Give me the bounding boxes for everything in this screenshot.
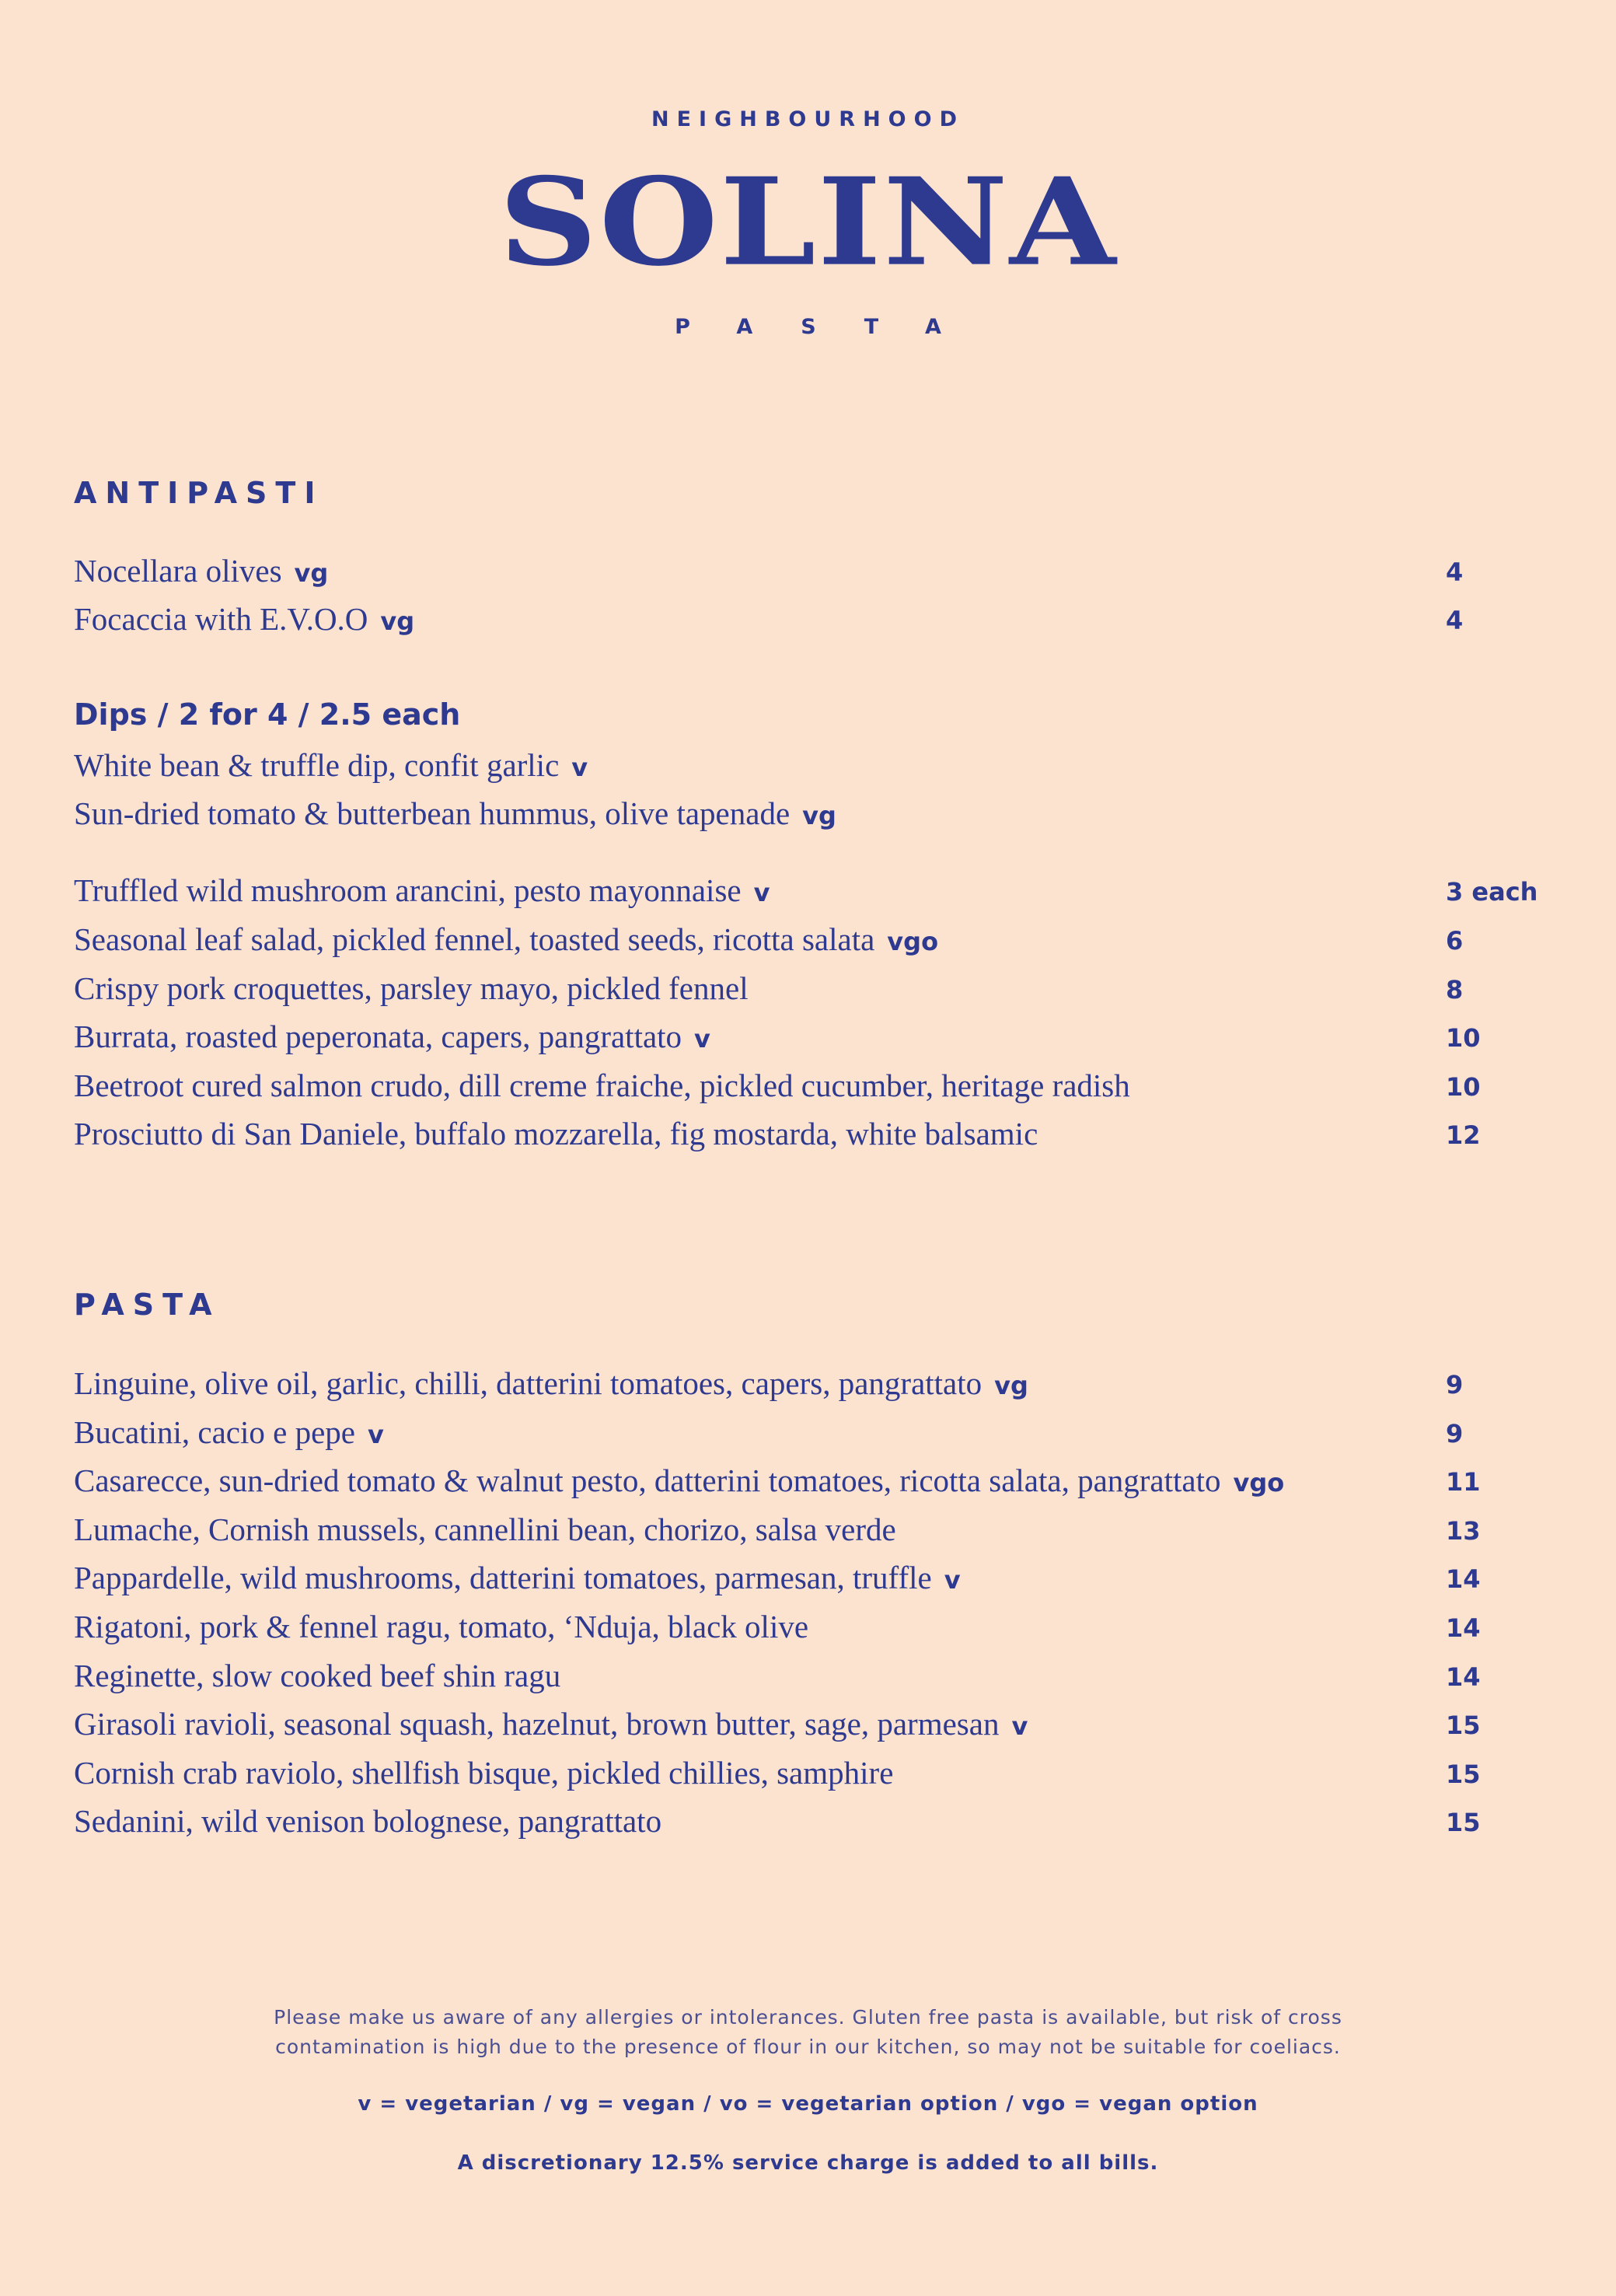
brand-logo: SOLINA: [498, 151, 1118, 293]
menu-item: [74, 1799, 1597, 1843]
brand-tagline-bottom: PASTA: [675, 315, 989, 339]
diet-tag: v: [944, 1565, 961, 1595]
menu-item: [74, 1702, 1597, 1746]
menu-item-name: Crispy pork croquettes, parsley mayo, pickled fennel: [74, 970, 749, 1006]
menu-item-name: Sedanini, wild venison bolognese, pangrattato: [74, 1803, 662, 1839]
menu-item: [74, 966, 1597, 1010]
menu-item: [74, 549, 1597, 592]
menu-item: [74, 743, 1597, 787]
menu-item-name: Nocellara olives vg: [74, 553, 329, 589]
menu-item-name: Casarecce, sun-dried tomato & walnut pesto, datterini tomatoes, ricotta salata, pangrattato vgo: [74, 1463, 1285, 1498]
diet-tag: vg: [380, 606, 415, 636]
menu-item-name: Reginette, slow cooked beef shin ragu: [74, 1658, 561, 1693]
menu-item-name: Seasonal leaf salad, pickled fennel, toasted seeds, ricotta salata vgo: [74, 921, 939, 957]
menu-item-price: 15: [1446, 1808, 1481, 1837]
menu-item: [74, 917, 1597, 961]
diet-tag: v: [753, 878, 770, 907]
diet-tag: vgo: [887, 927, 939, 956]
menu-item-name: Rigatoni, pork & fennel ragu, tomato, ‘Nduja, black olive: [74, 1609, 809, 1644]
diet-tag: vg: [802, 801, 836, 830]
menu-item-name: Prosciutto di San Daniele, buffalo mozzarella, fig mostarda, white balsamic: [74, 1116, 1038, 1151]
menu-item-price: 13: [1446, 1516, 1481, 1546]
menu-item-price: 15: [1446, 1711, 1481, 1740]
menu-item: [74, 1459, 1597, 1502]
menu-item-name: Truffled wild mushroom arancini, pesto mayonnaise v: [74, 872, 770, 908]
section-title-antipasti: ANTIPASTI: [74, 476, 324, 510]
menu-item-price: 11: [1446, 1467, 1481, 1497]
menu-item: [74, 1654, 1597, 1697]
menu-item-name: Sun-dried tomato & butterbean hummus, olive tapenade vg: [74, 795, 836, 831]
diet-tag: v: [694, 1024, 710, 1054]
menu-item: [74, 597, 1597, 641]
service-charge-note: A discretionary 12.5% service charge is added to all bills.: [457, 2151, 1159, 2175]
menu-item: [74, 1015, 1597, 1058]
menu-item-price: 3 each: [1446, 877, 1538, 907]
menu-item-price: 6: [1446, 926, 1464, 956]
diet-tag: v: [571, 753, 588, 782]
menu-item-price: 4: [1446, 606, 1464, 635]
brand-tagline-top: NEIGHBOURHOOD: [651, 107, 965, 131]
diet-tag: vg: [994, 1371, 1028, 1400]
menu-item-price: 9: [1446, 1370, 1464, 1400]
allergy-note-line-1: Please make us aware of any allergies or intolerances. Gluten free pasta is available, but risk of cross: [274, 2006, 1342, 2029]
menu-item-name: Pappardelle, wild mushrooms, datterini tomatoes, parmesan, truffle v: [74, 1560, 961, 1595]
menu-item-price: 14: [1446, 1564, 1481, 1594]
menu-item: [74, 1751, 1597, 1795]
dips-heading: Dips / 2 for 4 / 2.5 each: [74, 697, 461, 732]
menu-item: [74, 1508, 1597, 1551]
menu-item: [74, 792, 1597, 835]
menu-item-name: White bean & truffle dip, confit garlic v: [74, 747, 588, 783]
diet-tag: v: [1011, 1711, 1028, 1741]
menu-item-price: 14: [1446, 1613, 1481, 1643]
menu-item-name: Girasoli ravioli, seasonal squash, hazelnut, brown butter, sage, parmesan v: [74, 1706, 1028, 1742]
menu-item-price: 12: [1446, 1120, 1481, 1150]
menu-item-name: Bucatini, cacio e pepe v: [74, 1414, 384, 1450]
menu-item-name: Burrata, roasted peperonata, capers, pangrattato v: [74, 1019, 710, 1054]
menu-item-name: Focaccia with E.V.O.O vg: [74, 601, 415, 637]
dietary-key: v = vegetarian / vg = vegan / vo = vegetarian option / vgo = vegan option: [358, 2092, 1258, 2116]
section-title-pasta: PASTA: [74, 1288, 221, 1322]
menu-item-name: Beetroot cured salmon crudo, dill creme fraiche, pickled cucumber, heritage radish: [74, 1068, 1130, 1103]
menu-item: [74, 1605, 1597, 1648]
menu-item-price: 15: [1446, 1760, 1481, 1789]
menu-item-price: 14: [1446, 1662, 1481, 1692]
menu-item-price: 4: [1446, 557, 1464, 587]
diet-tag: vg: [294, 558, 329, 588]
menu-item-name: Linguine, olive oil, garlic, chilli, datterini tomatoes, capers, pangrattato vg: [74, 1365, 1028, 1401]
diet-tag: vgo: [1233, 1468, 1285, 1497]
menu-item: [74, 1410, 1597, 1454]
menu-item-price: 10: [1446, 1023, 1481, 1053]
menu-item-price: 9: [1446, 1419, 1464, 1449]
menu-item: [74, 1361, 1597, 1405]
allergy-note-line-2: contamination is high due to the presence of flour in our kitchen, so may not be suitable for coeliacs.: [275, 2036, 1341, 2058]
menu-item-price: 10: [1446, 1072, 1481, 1102]
menu-item-price: 8: [1446, 975, 1464, 1005]
diet-tag: v: [368, 1420, 384, 1449]
menu-item: [74, 1064, 1597, 1107]
menu-item: [74, 1556, 1597, 1599]
menu-item-name: Cornish crab raviolo, shellfish bisque, pickled chillies, samphire: [74, 1755, 894, 1791]
menu-item: [74, 868, 1597, 912]
menu-item: [74, 1112, 1597, 1155]
menu-item-name: Lumache, Cornish mussels, cannellini bean, chorizo, salsa verde: [74, 1511, 896, 1547]
